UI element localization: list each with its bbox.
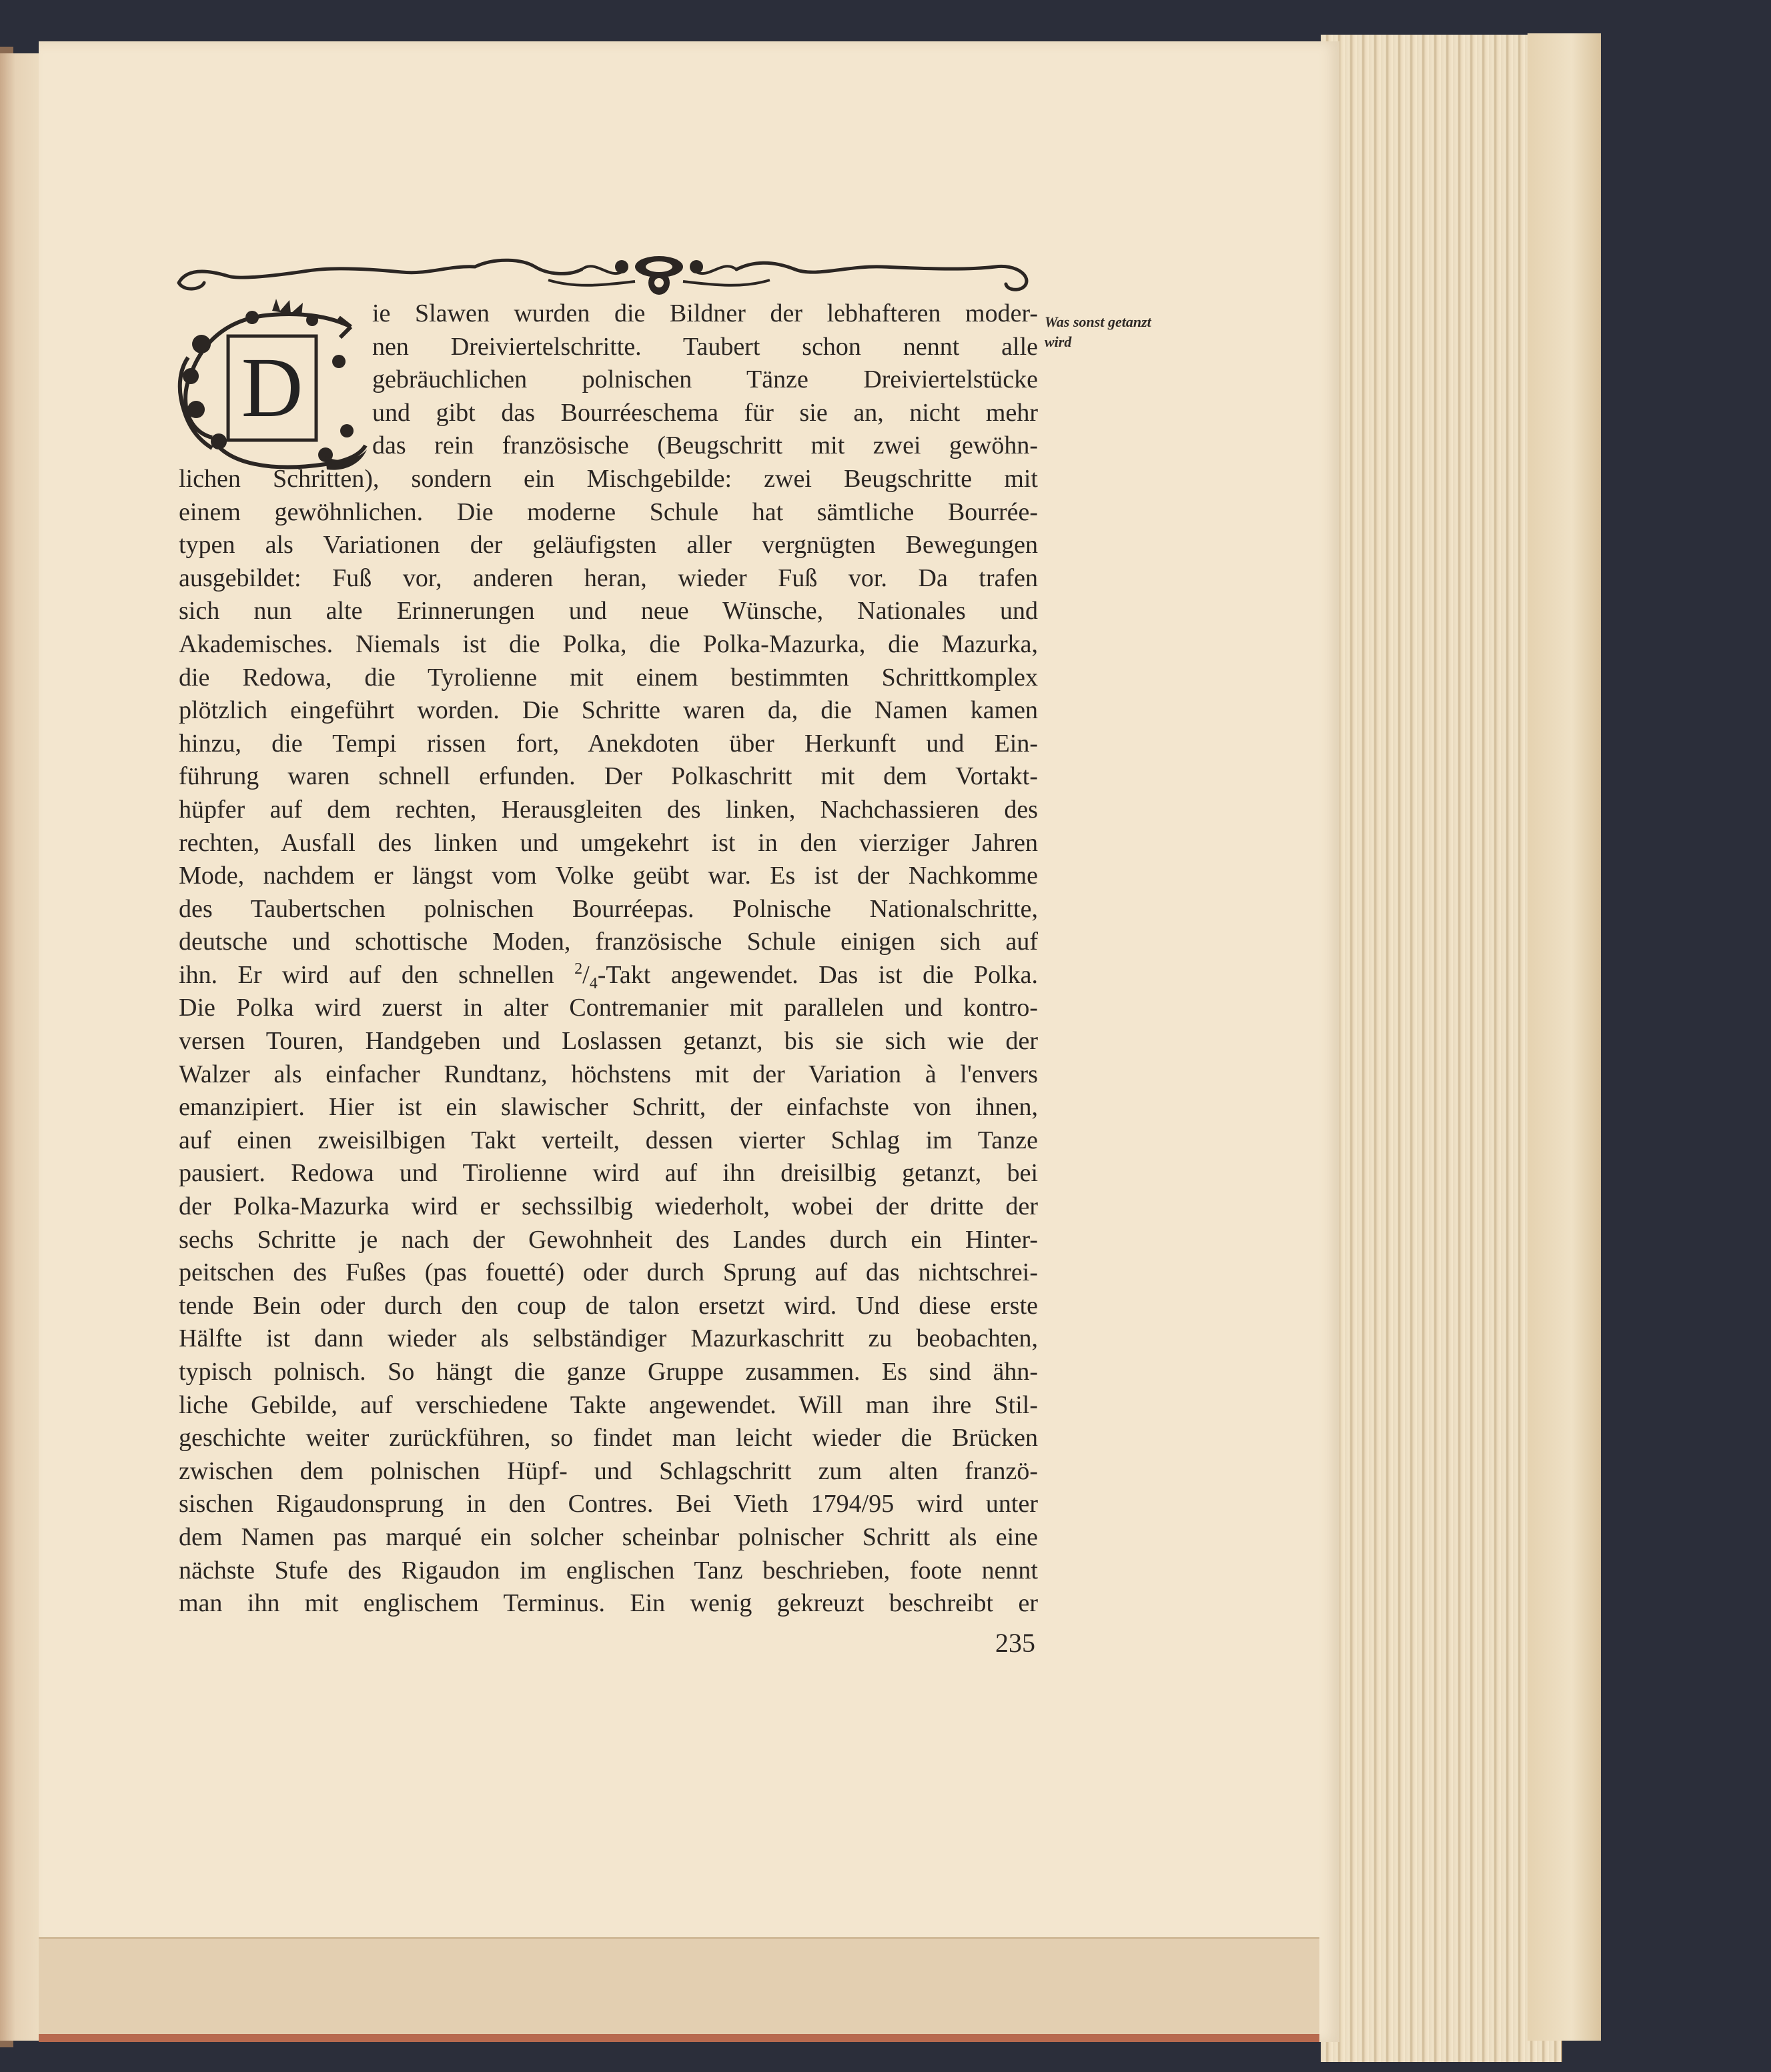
margin-note-line: wird <box>1045 333 1072 350</box>
text-line: Die Polka wird zuerst in alter Contremanier mit parallelen und kontro- <box>179 994 1038 1022</box>
text-line: rechten, Ausfall des linken und umgekehrt ist in den vierziger Jahren <box>179 828 1038 857</box>
text-line: das rein französische (Beugschritt mit zwei gewöhn- <box>372 431 1038 460</box>
text-line: plötzlich eingeführt worden. Die Schritte waren da, die Namen kamen <box>179 696 1038 725</box>
text-line: nächste Stufe des Rigaudon im englischen Tanz beschrieben, foote nennt <box>179 1556 1038 1585</box>
text-line: Hälfte ist dann wieder als selbständiger Mazurkaschritt zu beobachten, <box>179 1324 1038 1353</box>
text-line: der Polka-Mazurka wird er sechssilbig wiederholt, wobei der dritte der <box>179 1192 1038 1221</box>
left-page-edge <box>0 53 41 2041</box>
text-line: Walzer als einfacher Rundtanz, höchstens mit der Variation à l'envers <box>179 1060 1038 1088</box>
text-line: lichen Schritten), sondern ein Mischgebilde: zwei Beugschritte mit <box>179 464 1038 493</box>
text-line: Akademisches. Niemals ist die Polka, die Polka-Mazurka, die Mazurka, <box>179 630 1038 658</box>
cover-bottom-edge <box>39 2034 1319 2042</box>
margin-note-line: Was sonst getanzt <box>1045 313 1151 330</box>
text-line: auf einen zweisilbigen Takt verteilt, dessen vierter Schlag im Tanze <box>179 1126 1038 1154</box>
body-text <box>179 297 1038 1621</box>
fraction-numerator: 2 <box>574 960 583 978</box>
text-line: gebräuchlichen polnischen Tänze Dreiviertelstücke <box>372 365 1038 394</box>
text-line: und gibt das Bourréeschema für sie an, nicht mehr <box>372 398 1038 427</box>
text-line: die Redowa, die Tyrolienne mit einem bestimmten Schrittkomplex <box>179 663 1038 692</box>
text-line: hüpfer auf dem rechten, Herausgleiten des linken, Nachchassieren des <box>179 795 1038 824</box>
page-underlay <box>39 1937 1319 2039</box>
page-stack <box>1321 35 1562 2062</box>
text-line: tende Bein oder durch den coup de talon ersetzt wird. Und diese erste <box>179 1291 1038 1320</box>
text-line: peitschen des Fußes (pas fouetté) oder durch Sprung auf das nichtschrei- <box>179 1258 1038 1287</box>
margin-note <box>1045 312 1198 352</box>
text-line: liche Gebilde, auf verschiedene Takte angewendet. Will man ihre Stil- <box>179 1390 1038 1419</box>
text-line: dem Namen pas marqué ein solcher scheinbar polnischer Schritt als eine <box>179 1522 1038 1551</box>
text-line: typisch polnisch. So hängt die ganze Gruppe zusammen. Es sind ähn- <box>179 1358 1038 1386</box>
fraction-line-before: ihn. Er wird auf den schnellen <box>179 960 575 989</box>
text-line: deutsche und schottische Moden, französische Schule einigen sich auf <box>179 928 1038 956</box>
text-line: emanzipiert. Hier ist ein slawischer Schritt, der einfachste von ihnen, <box>179 1093 1038 1122</box>
text-line: nen Dreiviertelschritte. Taubert schon nennt alle <box>372 332 1038 361</box>
text-line: versen Touren, Handgeben und Loslassen getanzt, bis sie sich wie der <box>179 1027 1038 1056</box>
fraction-denominator: 4 <box>589 974 598 992</box>
fraction-slash: / <box>582 960 590 989</box>
text-line: des Taubertschen polnischen Bourréepas. Polnische Nationalschritte, <box>179 894 1038 923</box>
text-line: ie Slawen wurden die Bildner der lebhafteren moder- <box>372 299 1038 327</box>
text-line: hinzu, die Tempi rissen fort, Anekdoten über Herkunft und Ein- <box>179 729 1038 758</box>
text-line: führung waren schnell erfunden. Der Polkaschritt mit dem Vortakt- <box>179 762 1038 791</box>
page-number: 235 <box>995 1628 1035 1658</box>
text-line: pausiert. Redowa und Tirolienne wird auf ihn dreisilbig getanzt, bei <box>179 1159 1038 1188</box>
text-line: ausgebildet: Fuß vor, anderen heran, wieder Fuß vor. Da trafen <box>179 564 1038 592</box>
text-line: sischen Rigaudonsprung in den Contres. Bei Vieth 1794/95 wird unter <box>179 1490 1038 1518</box>
text-line: einem gewöhnlichen. Die moderne Schule hat sämtliche Bourrée- <box>179 497 1038 526</box>
text-line: sich nun alte Erinnerungen und neue Wünsche, Nationales und <box>179 597 1038 626</box>
header-ornament <box>175 252 1037 299</box>
page-stack-edge <box>1528 33 1601 2041</box>
text-line: geschichte weiter zurückführen, so findet man leicht wieder die Brücken <box>179 1424 1038 1452</box>
text-line: typen als Variationen der geläufigsten aller vergnügten Bewegungen <box>179 531 1038 560</box>
text-line: man ihn mit englischem Terminus. Ein wenig gekreuzt beschreibt er <box>179 1589 1038 1618</box>
drop-cap-letter: D <box>241 340 304 435</box>
text-line: zwischen dem polnischen Hüpf- und Schlagschritt zum alten franzö- <box>179 1456 1038 1485</box>
text-line-fraction <box>179 959 1038 992</box>
fraction-line-after: -Takt angewendet. Das ist die Polka. <box>597 960 1039 989</box>
text-line: Mode, nachdem er längst vom Volke geübt war. Es ist der Nachkomme <box>179 862 1038 890</box>
text-line: sechs Schritte je nach der Gewohnheit des Landes durch ein Hinter- <box>179 1225 1038 1254</box>
